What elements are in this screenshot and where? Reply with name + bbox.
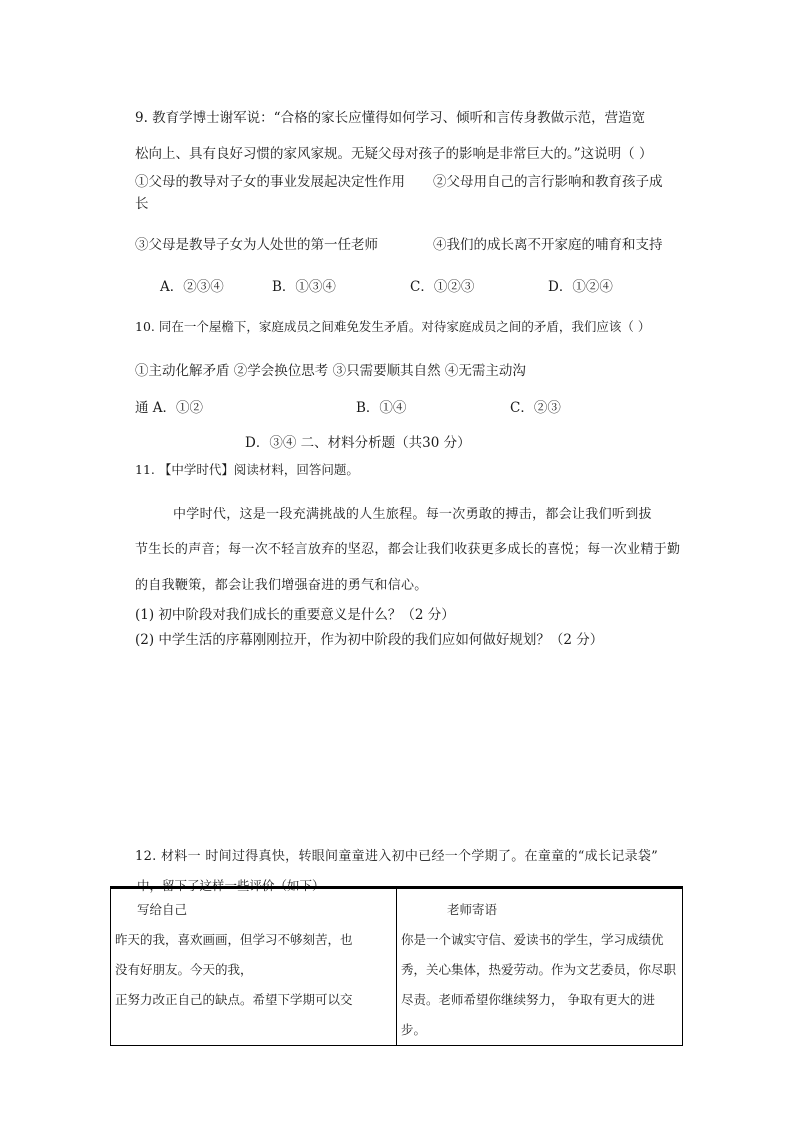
q11-stem: 11. 【中学时代】阅读材料，回答问题。 [135,462,359,477]
q11-sub-question-1: (1) 初中阶段对我们成长的重要意义是什么？（2 分） [135,607,455,623]
q9-statement-4: ④我们的成长离不开家庭的哺育和支持 [433,237,663,253]
self-evaluation-line2: 没有好朋友。今天的我， [115,962,253,977]
q10-line-option-a: 通 A．①② [135,400,204,416]
q9-statement-1: ①父母的教导对子女的事业发展起决定性作用 [135,174,405,190]
q10-option-c: C．②③ [510,400,561,416]
q12-stem-line2: 中，留下了这样一些评价（如下） [137,878,325,893]
q10-option-b: B．①④ [356,400,407,416]
self-evaluation-cell [111,888,397,1046]
teacher-comment-title: 老师寄语 [447,902,498,917]
growth-record-table [110,887,683,1046]
q9-stem-line1: 9. 教育学博士谢军说：“合格的家长应懂得如何学习、倾听和言传身教做示范，营造宽 [135,110,646,126]
q10-stem: 10. 同在一个屋檐下，家庭成员之间难免发生矛盾。对待家庭成员之间的矛盾，我们应该（ ） [135,319,651,334]
q11-material-line2: 节生长的声音；每一次不轻言放弃的坚忍，都会让我们收获更多成长的喜悦；每一次业精于勤 [135,542,681,557]
teacher-comment-cell [397,888,683,1046]
q9-statement-2-cont: 长 [135,196,149,212]
self-evaluation-title: 写给自己 [137,902,188,917]
q12-stem-line1: 12. 材料一 时间过得真快，转眼间童童进入初中已经一个学期了。在童童的“成长记录袋” [135,849,659,864]
q10-statements: ①主动化解矛盾 ②学会换位思考 ③只需要顺其自然 ④无需主动沟 [135,363,526,379]
q9-stem-line2: 松向上、具有良好习惯的家风家规。无疑父母对孩子的影响是非常巨大的。”这说明（ ） [135,146,653,162]
q9-option-a: A．②③④ [160,279,224,295]
q9-statement-2: ②父母用自己的言行影响和教育孩子成 [433,174,663,190]
q9-option-b: B．①③④ [272,279,336,295]
q11-material-line3: 的自我鞭策，都会让我们增强奋进的勇气和信心。 [135,578,428,593]
teacher-comment-line3: 尽责。老师希望你继续努力， 争取有更大的进步。 [401,992,655,1037]
q9-option-d: D．①②④ [548,279,613,295]
teacher-comment-line1: 你是一个诚实守信、爱读书的学生，学习成绩优 [401,932,664,947]
self-evaluation-line3: 正努力改正自己的缺点。希望下学期可以交 [115,992,353,1007]
teacher-comment-line2: 秀，关心集体，热爱劳动。作为文艺委员，你尽职 [401,962,677,977]
q9-statement-3: ③父母是教导子女为人处世的第一任老师 [135,237,378,253]
self-evaluation-line1: 昨天的我，喜欢画画，但学习不够刻苦，也 [115,932,353,947]
q9-option-c: C．①②③ [410,279,475,295]
q11-material-line1: 中学时代，这是一段充满挑战的人生旅程。每一次勇敢的搏击，都会让我们听到拔 [173,507,652,522]
q10-option-d-and-section-heading: D．③④ 二、材料分析题（共30 分） [245,435,471,451]
q11-sub-question-2: (2) 中学生活的序幕刚刚拉开，作为初中阶段的我们应如何做好规划？（2 分） [135,632,604,648]
